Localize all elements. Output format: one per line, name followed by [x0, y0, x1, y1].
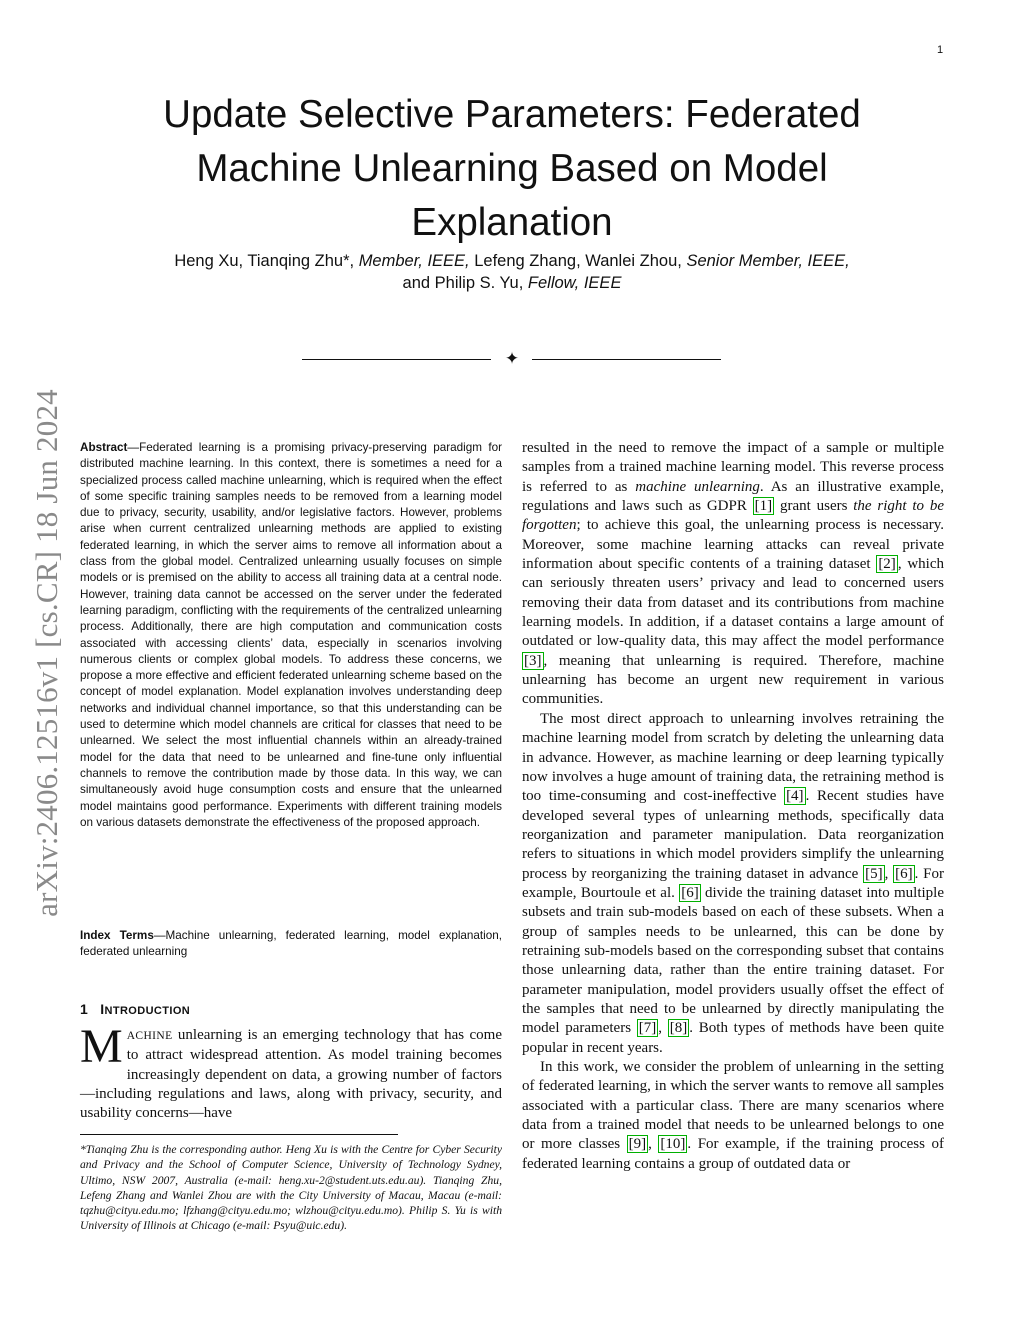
paragraph-3	[522, 1058, 944, 1174]
intro-text: unlearning is an emerging technology that has come to attract widespread attention. As model training becomes increasingly dependent on data, a growing number of factors—including regulations and laws, along with privacy, security, and usability concerns—have	[80, 1027, 502, 1122]
text-run: divide the training dataset into multiple subsets and train sub-models based on each of these subsets. When a group of samples needs to be unlearned, this can be done by retraining sub-models based on the corresponding subset that contains those unlearning data, rather than the entire training dataset. For parameter manipulation, model providers usually offset the effect of the samples that need to be unlearned by directly manipulating the model parameters	[522, 884, 945, 1037]
citation-link[interactable]: [6]	[681, 884, 699, 901]
citation-link[interactable]: [4]	[786, 788, 804, 805]
author-role-1: Member, IEEE,	[358, 252, 470, 270]
author-list	[92, 250, 932, 294]
index-terms-label: Index Terms	[80, 929, 154, 942]
author-role-2: Senior Member, IEEE,	[686, 252, 850, 270]
citation-link[interactable]: [7]	[638, 1020, 657, 1037]
citation-link[interactable]: [6]	[895, 865, 913, 882]
author-role-3: Fellow, IEEE	[527, 274, 622, 292]
text-run: . For example, if the training process of federated learning contains a group of outdated data or	[522, 1136, 944, 1172]
citation-link[interactable]: [1]	[754, 498, 773, 515]
author-names-2: Lefeng Zhang, Wanlei Zhou,	[469, 252, 687, 270]
text-run: In this work, we consider the problem of unlearning in the setting of federated learning, in which the server wants to remove all samples associated with a particular class. There are many scenarios where data from a trained model that needs to be unlearned belongs to one or more classes	[522, 1059, 944, 1153]
paragraph-2	[522, 710, 944, 1058]
abstract-label: Abstract	[80, 441, 128, 454]
section-title-rest: NTRODUCTION	[104, 1005, 191, 1017]
page-number: 1	[936, 44, 944, 56]
right-column	[522, 439, 944, 1174]
divider-rule-left	[302, 359, 491, 360]
text-run: . As an illustrative example, regulations and laws such as GDPR	[522, 478, 944, 515]
citation-link[interactable]: [9]	[628, 1136, 647, 1153]
arxiv-stamp	[24, 360, 70, 945]
text-run: . Recent studies have developed several types of unlearning methods, specifically data reorganization and parameter manipulation. Data reorganization refers to situations in which model providers simplify the unlearning process by reorganizing the training dataset in advance	[522, 788, 944, 882]
text-run: ,	[884, 865, 894, 882]
text-run: ; to achieve this goal, the unlearning process is necessary. Moreover, some machine learning attacks can reveal private information about specific contents of a training dataset	[522, 517, 944, 573]
citation-link[interactable]: [8]	[669, 1020, 688, 1037]
author-names-3: and Philip S. Yu,	[402, 274, 528, 292]
text-run: resulted in the need to remove the impact of a sample or multiple samples from a trained machine learning model. This reverse process is referred to as	[522, 440, 944, 495]
footnote-rule	[80, 1134, 398, 1135]
title-divider	[0, 351, 1024, 369]
text-run: , meaning that unlearning is required. Therefore, machine unlearning has become an urgent new requirement in various communities.	[522, 652, 944, 708]
citation-link[interactable]: [2]	[878, 556, 896, 573]
intro-smallcaps: ACHINE	[126, 1030, 173, 1042]
divider-star-icon: ✦	[504, 349, 520, 369]
index-terms	[80, 928, 502, 961]
citation-link[interactable]: [5]	[865, 865, 883, 882]
text-run: ,	[648, 1136, 659, 1153]
divider-rule-right	[532, 359, 721, 360]
abstract-text: —Federated learning is a promising privacy-preserving paradigm for distributed machine learning. In this context, there is sometimes a need for a specialized process called machine unlearning, which is required when the effect of some specific training samples needs to be removed from a learning model due to privacy, security, usability, and/or legislative factors. However, problems arise when current centralized unlearning methods are applied to existing federated learning, in which the server aims to remove all information about a class from the global model. Centralized unlearning usually focuses on simple models or is premised on the ability to access all training data at a central node. However, training data cannot be accessed on the server under the federated learning paradigm, conflicting with the requirements of the centralized unlearning process. Additionally, there are high computation and communication costs associated with accessing clients’ data, especially in scenarios involving numerous clients or complex global models. To address these concerns, we propose a more effective and efficient federated unlearning scheme based on the concept of model explanation. Model explanation involves understanding deep networks and individual channel importance, so that this understanding can be used to determine which model channels are critical for classes that need to be unlearned. We select the most influential channels within an already-trained model for the data that need to be unlearned and fine-tune only influential channels to remove the contribution made by those data. In this way, we can simultaneously avoid huge consumption costs and ensure that the unlearned model maintains good performance. Experiments with different training models on various datasets demonstrate the effectiveness of the proposed approach.	[80, 441, 502, 829]
abstract	[80, 440, 502, 831]
text-run: ,	[658, 1020, 668, 1037]
section-number: 1	[80, 1001, 89, 1017]
text-run: . For example, Bourtoule et al.	[522, 865, 945, 901]
arxiv-id: arXiv:2406.12516v1 [cs.CR] 18 Jun 2024	[29, 388, 64, 917]
index-terms-text: —Machine unlearning, federated learning, model explanation, federated unlearning	[80, 929, 503, 959]
text-run: The most direct approach to unlearning involves retraining the machine learning model from scratch by deleting the unlearning data in advance. However, as machine learning or deep learning typically now involves a huge amount of training data, the retraining method is too time-consuming and cost-ineffective	[522, 710, 944, 805]
text-run: grant users	[774, 498, 854, 515]
emphasis-machine-unlearning: machine unlearning	[635, 478, 760, 495]
text-run: , which can seriously threaten users’ privacy and lead to concerned users removing their data from dataset and its contributions from machine learning models. In addition, if a dataset contains a large amount of outdated or low-quality data, this may affect the model performance	[522, 556, 944, 650]
emphasis-right-to-be-forgotten: the right to be forgotten	[522, 498, 944, 534]
intro-paragraph	[80, 1020, 502, 1123]
citation-link[interactable]: [3]	[524, 652, 542, 669]
text-run: . Both types of methods have been quite popular in recent years.	[522, 1020, 944, 1056]
drop-cap: M	[80, 1020, 123, 1073]
section-heading	[80, 1001, 502, 1017]
author-names-1: Heng Xu, Tianqing Zhu*,	[174, 252, 359, 270]
section-title-initial: I	[100, 1001, 105, 1017]
paragraph-1	[522, 439, 944, 710]
footnote: *Tianqing Zhu is the corresponding author. Heng Xu is with the Centre for Cyber Security and Privacy and the School of Computer Science, University of Technology Sydney, Ultimo, NSW 2007, Australia (e-mail: heng.xu-2@student.uts.edu.au). Tianqing Zhu, Lefeng Zhang and Wanlei Zhou are with the City University of Macau, Macau (e-mail: tqzhu@cityu.edu.mo; lfzhang@cityu.edu.mo; wlzhou@cityu.edu.mo). Philip S. Yu is with University of Illinois at Chicago (e-mail: Psyu@uic.edu).	[80, 1143, 502, 1233]
citation-link[interactable]: [10]	[660, 1136, 686, 1153]
paper-title: Update Selective Parameters: Federated Machine Unlearning Based on Model Explanation	[163, 93, 861, 244]
